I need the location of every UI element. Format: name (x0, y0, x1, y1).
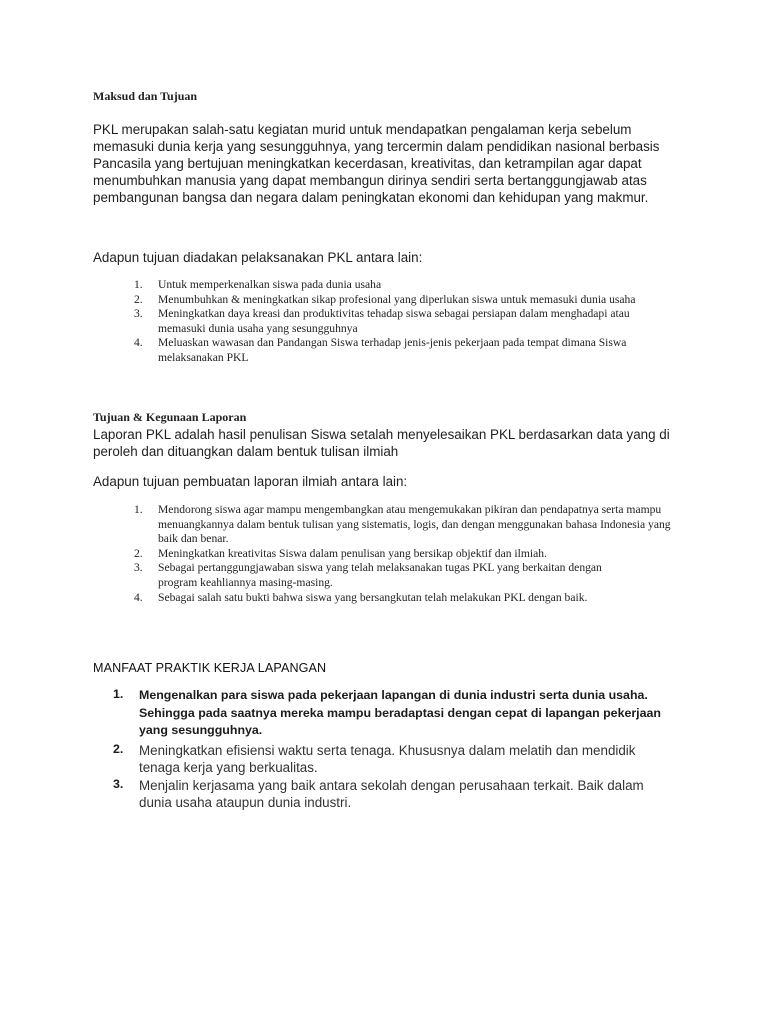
list-item: 4. Meluaskan wawasan dan Pandangan Siswa terhadap jenis-jenis pekerjaan pada tempat dimana Siswa melaksanakan PKL (134, 336, 627, 364)
list-item: 2. Menumbuhkan & meningkatkan sikap profesional yang diperlukan siswa untuk memasuki dunia usaha (134, 292, 636, 306)
section-heading-maksud: Maksud dan Tujuan (93, 89, 198, 103)
list-item: 3. Meningkatkan daya kreasi dan produktivitas tehadap siswa sebagai persiapan dalam menghadapi atau memasuki dunia usaha yang sesungguhnya (134, 307, 630, 335)
list-item: 1. Untuk memperkenalkan siswa pada dunia usaha (134, 278, 382, 291)
section-heading-manfaat: MANFAAT PRAKTIK KERJA LAPANGAN (93, 661, 327, 675)
section-heading-tujuan-laporan: Tujuan & Kegunaan Laporan (93, 410, 247, 424)
intro-tujuan-laporan: Adapun tujuan pembuatan laporan ilmiah antara lain: (93, 474, 408, 489)
list-item: 1. Mendorong siswa agar mampu mengembangkan atau mengemukakan pikiran dan pendapatnya serta mampu menuangkannya dalam bentuk tulisan yang sistematis, logis, dan dengan menggunakan bahasa Indonesia yang baik dan benar. (134, 503, 671, 546)
list-item: 2. Meningkatkan kreativitas Siswa dalam penulisan yang bersikap objektif dan ilmiah. (134, 546, 547, 560)
paragraph-pkl: PKL merupakan salah-satu kegiatan murid untuk mendapatkan pengalaman kerja sebelum memasuki dunia kerja yang sesungguhnya, yang tercermin dalam pendidikan nasional berbasis Pancasila yang bertujuan meningkatkan kecerdasan, kreativitas, dan ketrampilan agar dapat menumbuhkan manusia yang dapat membangun dirinya sendiri serta bertanggungjawab atas pembangunan bangsa dan negara dalam peningkatan ekonomi dan kehidupan yang makmur. (93, 122, 660, 205)
list-item: 3. Menjalin kerjasama yang baik antara sekolah dengan perusahaan terkait. Baik dalam dunia usaha ataupun dunia industri. (113, 776, 644, 810)
list-item: 3. Sebagai pertanggungjawaban siswa yang telah melaksanakan tugas PKL yang berkaitan dengan program keahliannya masing-masing. (134, 561, 602, 589)
paragraph-laporan: Laporan PKL adalah hasil penulisan Siswa setalah menyelesaikan PKL berdasarkan data yang di peroleh dan dituangkan dalam bentuk tulisan ilmiah (93, 427, 670, 459)
list-item: 4. Sebagai salah satu bukti bahwa siswa yang bersangkutan telah melakukan PKL dengan baik. (134, 590, 588, 604)
list-item: 2. Meningkatkan efisiensi waktu serta tenaga. Khususnya dalam melatih dan mendidik tenaga kerja yang berkualitas. (113, 741, 636, 775)
list-item: 1. Mengenalkan para siswa pada pekerjaan lapangan di dunia industri serta dunia usaha. Sehingga pada saatnya mereka mampu beradaptasi dengan cepat di lapangan pekerjaan yang sesungguhnya. (113, 687, 661, 737)
list-tujuan-laporan (120, 503, 680, 605)
intro-tujuan-pkl: Adapun tujuan diadakan pelaksanakan PKL antara lain: (93, 250, 423, 265)
list-manfaat (113, 687, 673, 811)
list-tujuan-pkl (120, 278, 680, 366)
